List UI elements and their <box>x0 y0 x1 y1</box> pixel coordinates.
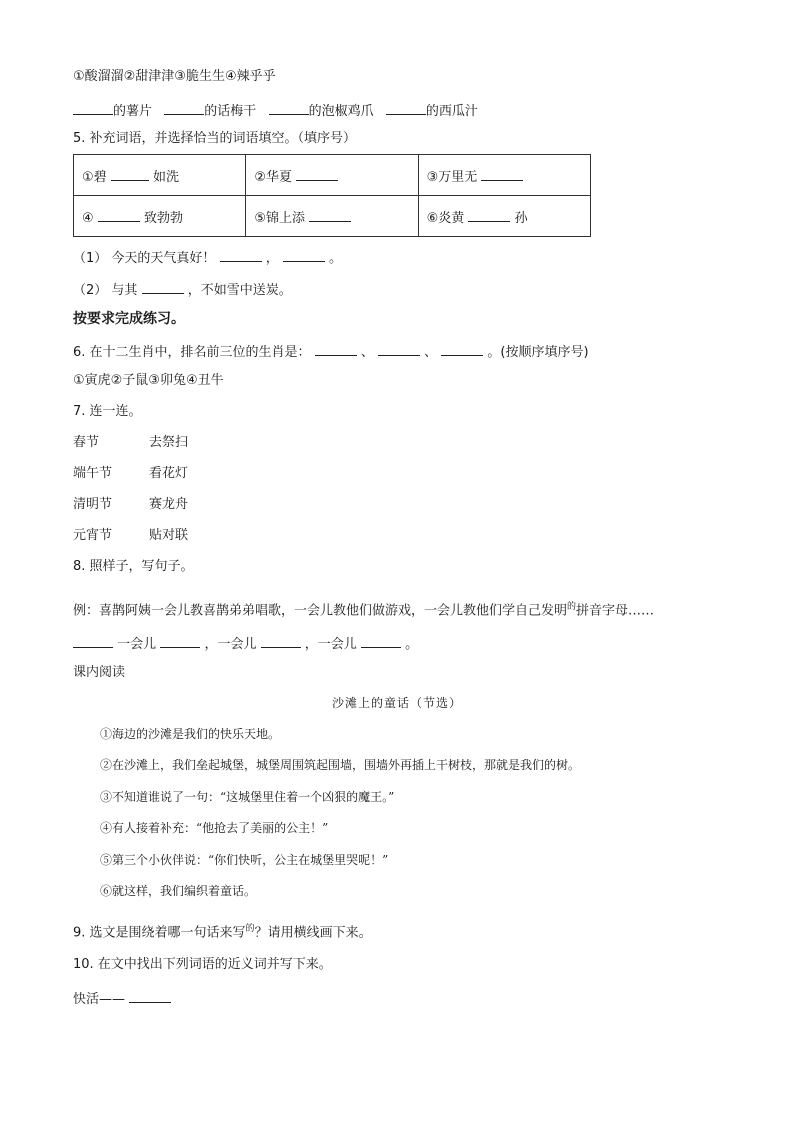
reading-paragraph: ⑥就这样，我们编织着童话。 <box>100 884 257 898</box>
q7-right-4[interactable]: 贴对联 <box>149 528 189 543</box>
reading-title: 沙滩上的童话（节选） <box>331 696 462 710</box>
reading-paragraph: ②在沙滩上，我们垒起城堡，城堡周围筑起围墙，围墙外再插上干树枝，那就是我们的树。 <box>100 758 581 772</box>
q6-blank-3[interactable] <box>441 341 483 356</box>
q4-blank-4[interactable] <box>386 100 426 115</box>
q5-s1-blank-1[interactable] <box>220 247 262 262</box>
table-cell: ①碧 如洗 <box>74 155 246 196</box>
q4-item-3: 的泡椒鸡爪 <box>308 104 374 119</box>
q8-blank-4[interactable] <box>361 633 401 648</box>
q7-pair-4 <box>73 527 188 545</box>
table-cell: ④ 致勃勃 <box>74 196 246 237</box>
table-cell: ②华夏 <box>246 155 418 196</box>
q6-question: 6. 在十二生肖中，排名前三位的生肖是： 、 、 。(按顺序填序号) <box>73 341 589 362</box>
q7-pair-2 <box>73 465 188 483</box>
q5-blank-1[interactable] <box>111 166 149 181</box>
q7-left-3[interactable]: 清明节 <box>73 497 113 512</box>
reading-label: 课内阅读 <box>73 665 126 680</box>
q5-title: 5. 补充词语，并选择恰当的词语填空。（填序号） <box>73 131 357 146</box>
q9-question: 9. 选文是围绕着哪一句话来写$^的$？请用横线画下来。 <box>73 924 372 941</box>
reading-paragraph: ④有人接着补充：“他抢去了美丽的公主！” <box>100 821 329 835</box>
q5-sentence-2: （2） 与其 ，不如雪中送炭。 <box>73 279 292 300</box>
q8-title: 8. 照样子，写句子。 <box>73 559 194 574</box>
q7-left-2[interactable]: 端午节 <box>73 466 113 481</box>
q8-fill-line: 一会儿 ，一会儿 ，一会儿 。 <box>73 633 418 654</box>
table-cell: ⑥炎黄 孙 <box>418 196 590 237</box>
q4-item-4: 的西瓜汁 <box>425 104 478 119</box>
q6-options: ①寅虎②子鼠③卯兔④丑牛 <box>73 373 224 388</box>
q5-blank-6[interactable] <box>468 207 510 222</box>
q5-word-table <box>73 154 591 237</box>
table-row <box>74 155 591 196</box>
q4-blank-3[interactable] <box>269 100 309 115</box>
q5-blank-4[interactable] <box>98 207 140 222</box>
q5-blank-5[interactable] <box>309 207 351 222</box>
q5-sentence-1: （1） 今天的天气真好！ ， 。 <box>73 247 342 268</box>
q10-title: 10. 在文中找出下列词语的近义词并写下来。 <box>73 957 332 972</box>
reading-paragraph: ③不知道谁说了一句：“这城堡里住着一个凶狠的魔王。” <box>100 790 395 804</box>
q8-blank-2[interactable] <box>160 633 200 648</box>
q4-item-1: 的薯片 <box>113 104 153 119</box>
q7-left-1[interactable]: 春节 <box>73 435 100 450</box>
reading-paragraph: ⑤第三个小伙伴说：“你们快听，公主在城堡里哭呢！” <box>100 853 389 867</box>
table-cell: ③万里无 <box>418 155 590 196</box>
q8-example: 例：喜鹊阿姨一会儿教喜鹊弟弟唱歌，一会儿教他们做游戏，一会儿教他们学自己发明$^的$拼音字母…… <box>73 602 655 619</box>
q5-blank-3[interactable] <box>481 166 523 181</box>
q7-right-1[interactable]: 去祭扫 <box>149 435 189 450</box>
q6-blank-2[interactable] <box>378 341 420 356</box>
q6-blank-1[interactable] <box>315 341 357 356</box>
q7-left-4[interactable]: 元宵节 <box>73 528 113 543</box>
q5-s1-blank-2[interactable] <box>283 247 325 262</box>
q4-options: ①酸溜溜②甜津津③脆生生④辣乎乎 <box>73 69 276 84</box>
q7-right-2[interactable]: 看花灯 <box>149 466 189 481</box>
q7-title: 7. 连一连。 <box>73 404 142 419</box>
q8-blank-1[interactable] <box>73 633 113 648</box>
table-cell: ⑤锦上添 <box>246 196 418 237</box>
q7-pair-1 <box>73 434 188 452</box>
reading-paragraph: ①海边的沙滩是我们的快乐天地。 <box>100 727 281 741</box>
section-heading: 按要求完成练习。 <box>73 311 185 327</box>
q4-blank-2[interactable] <box>164 100 204 115</box>
q10-blank[interactable] <box>129 988 171 1003</box>
q4-blank-1[interactable] <box>73 100 113 115</box>
q7-right-3[interactable]: 赛龙舟 <box>149 497 189 512</box>
q4-item-2: 的话梅干 <box>204 104 257 119</box>
q10-item: 快活—— <box>73 988 171 1009</box>
q7-pair-3 <box>73 496 188 514</box>
table-row <box>74 196 591 237</box>
q4-fill-line <box>73 100 478 121</box>
q5-s2-blank[interactable] <box>142 279 184 294</box>
q8-blank-3[interactable] <box>261 633 301 648</box>
q5-blank-2[interactable] <box>296 166 338 181</box>
